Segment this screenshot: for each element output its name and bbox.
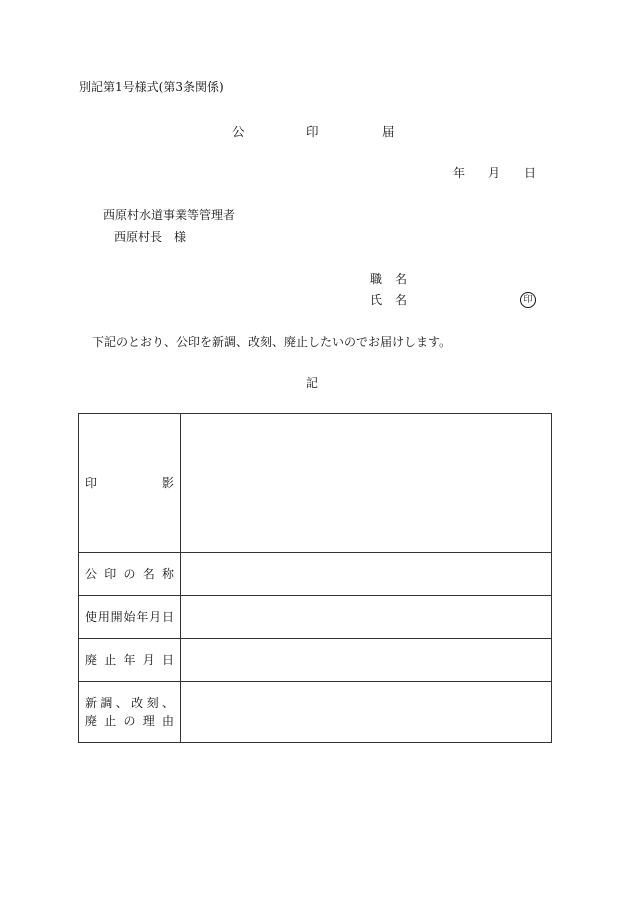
table-row-reason — [79, 682, 552, 743]
label-char: 理 — [142, 714, 155, 728]
label-char: 年 — [136, 610, 149, 624]
value-reason[interactable] — [181, 682, 552, 743]
label-end-date — [79, 639, 181, 682]
label-char: 影 — [161, 476, 174, 490]
label-char: 月 — [142, 653, 155, 667]
label-char: 日 — [161, 610, 174, 624]
label-char: 名 — [142, 567, 155, 581]
title-char-todoke: 届 — [382, 124, 395, 139]
addressee-title: 西原村長 様 — [114, 230, 187, 244]
label-char: 称 — [161, 567, 174, 581]
label-char: 公 — [85, 567, 98, 581]
records-table — [78, 413, 552, 743]
ki-heading: 記 — [306, 376, 319, 390]
label-char: 刻 — [146, 696, 159, 710]
value-end-date[interactable] — [181, 639, 552, 682]
date-month-label: 月 — [488, 166, 501, 180]
label-reason — [79, 682, 181, 743]
label-char: 由 — [161, 714, 174, 728]
label-char: 使 — [85, 610, 98, 624]
addressee-org: 西原村水道事業等管理者 — [103, 208, 236, 222]
label-char: の — [123, 714, 136, 728]
label-char: 年 — [123, 653, 136, 667]
label-char: 印 — [85, 476, 98, 490]
label-char: 月 — [149, 610, 162, 624]
signature-name-label: 氏名 — [370, 293, 421, 307]
label-char: 廃 — [85, 714, 98, 728]
table-row-seal-impression — [79, 414, 552, 553]
title-char-ko: 公 — [232, 124, 245, 139]
label-char: 止 — [104, 653, 117, 667]
label-char: 新 — [85, 696, 98, 710]
label-char: 止 — [104, 714, 117, 728]
value-start-date[interactable] — [181, 596, 552, 639]
date-day-label: 日 — [524, 166, 537, 180]
value-seal-name[interactable] — [181, 553, 552, 596]
label-char: 印 — [104, 567, 117, 581]
label-start-date — [79, 596, 181, 639]
label-char: 調 — [100, 696, 113, 710]
body-text: 下記のとおり、公印を新調、改刻、廃止したいのでお届けします。 — [92, 335, 452, 349]
table-row-seal-name — [79, 553, 552, 596]
seal-icon: 印 — [520, 292, 536, 308]
form-reference: 別記第1号様式(第3条関係) — [79, 80, 224, 94]
label-char: の — [123, 567, 136, 581]
label-char: 、 — [115, 696, 128, 710]
signature-position-label: 職名 — [370, 272, 421, 286]
label-char: 始 — [123, 610, 136, 624]
label-char: 日 — [161, 653, 174, 667]
value-seal-impression[interactable] — [181, 414, 552, 553]
label-char: 、 — [161, 696, 174, 710]
label-seal-name — [79, 553, 181, 596]
label-char: 開 — [110, 610, 123, 624]
table-row-end-date — [79, 639, 552, 682]
title-char-in: 印 — [306, 124, 319, 139]
table-row-start-date — [79, 596, 552, 639]
label-char: 改 — [131, 696, 144, 710]
date-year-label: 年 — [453, 166, 466, 180]
label-char: 廃 — [85, 653, 98, 667]
label-char: 用 — [97, 610, 110, 624]
label-seal-impression — [79, 414, 181, 553]
